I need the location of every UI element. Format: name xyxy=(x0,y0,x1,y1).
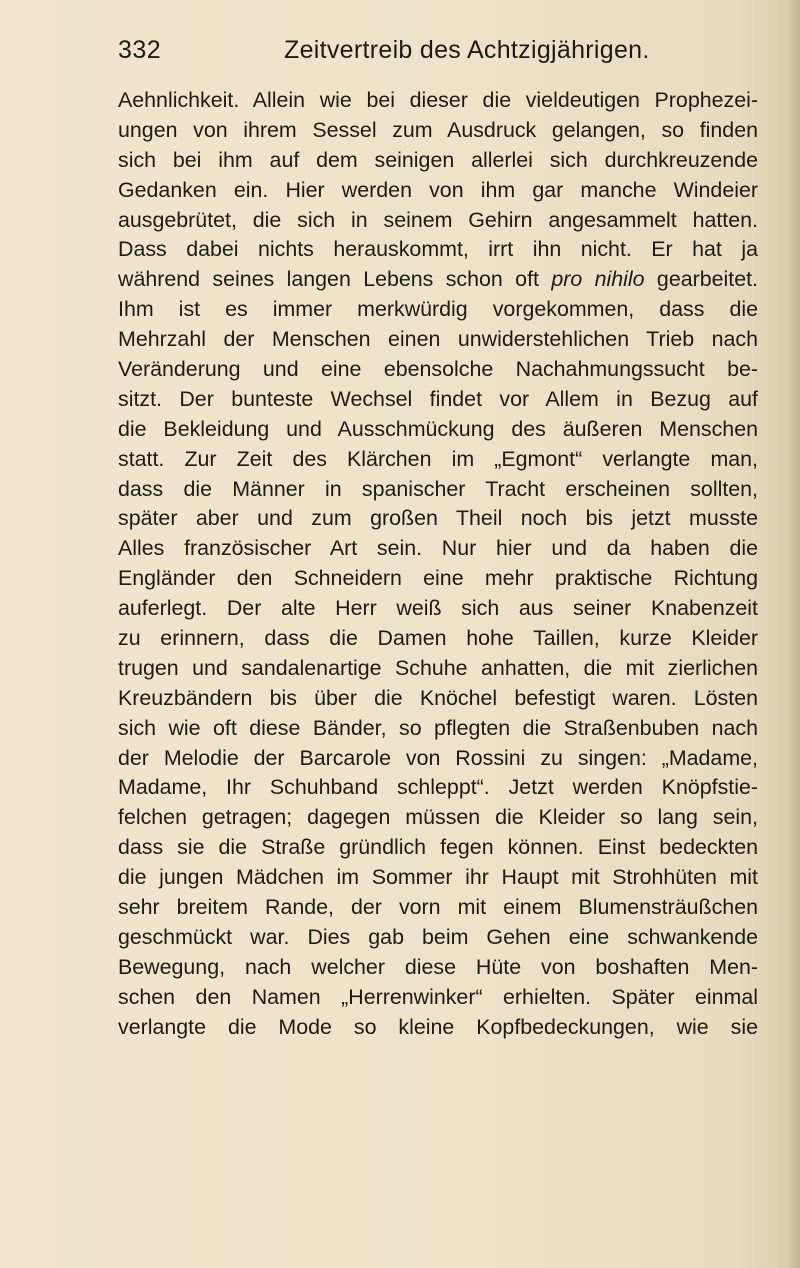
text-line: ausgebrütet, die sich in seinem Gehirn angesammelt hatten. xyxy=(118,207,758,232)
text-line: sich wie oft diese Bänder, so pflegten die Straßenbuben nach xyxy=(118,715,758,740)
running-header xyxy=(118,36,738,76)
text-line: Kreuzbändern bis über die Knöchel befestigt waren. Lösten xyxy=(118,685,758,710)
text-line: zu erinnern, dass die Damen hohe Taillen, kurze Kleider xyxy=(118,626,758,651)
text-line: statt. Zur Zeit des Klärchen im „Egmont“ verlangte man, xyxy=(118,446,758,471)
text-line: sitzt. Der bunteste Wechsel findet vor Allem in Bezug auf xyxy=(118,386,758,411)
page-edge-shadow xyxy=(786,0,800,1268)
text-line: sehr breitem Rande, der vorn mit einem Blumensträußchen xyxy=(118,895,758,920)
text-line: später aber und zum großen Theil noch bis jetzt musste xyxy=(118,506,758,531)
text-line: Mehrzahl der Menschen einen unwiderstehlichen Trieb nach xyxy=(118,327,758,352)
text-line: Engländer den Schneidern eine mehr praktische Richtung xyxy=(118,566,758,591)
text-line: geschmückt war. Dies gab beim Gehen eine schwankende xyxy=(118,924,758,949)
page-number: 332 xyxy=(118,36,162,64)
text-line: verlangte die Mode so kleine Kopfbedeckungen, wie sie xyxy=(118,1014,758,1039)
text-line: die jungen Mädchen im Sommer ihr Haupt mit Strohhüten mit xyxy=(118,865,758,890)
text-line: Aehnlichkeit. Allein wie bei dieser die vieldeutigen Prophezei- xyxy=(118,88,758,112)
text-line: der Melodie der Barcarole von Rossini zu singen: „Madame, xyxy=(118,745,758,770)
text-line: Veränderung und eine ebensolche Nachahmungssucht be- xyxy=(118,357,758,382)
body-text xyxy=(118,86,758,1043)
text-line: Dass dabei nichts herauskommt, irrt ihn nicht. Er hat ja xyxy=(118,237,758,262)
text-line: trugen und sandalenartige Schuhe anhatten, die mit zierlichen xyxy=(118,655,758,680)
running-title: Zeitvertreib des Achtzigjährigen. xyxy=(284,36,650,64)
text-line: schen den Namen „Herrenwinker“ erhielten. Später einmal xyxy=(118,984,758,1009)
text-line: dass die Männer in spanischer Tracht erscheinen sollten, xyxy=(118,476,758,501)
text-line-with-italic xyxy=(118,265,758,295)
text-line: Ihm ist es immer merkwürdig vorgekommen, dass die xyxy=(118,297,758,322)
text-line: Alles französischer Art sein. Nur hier und da haben die xyxy=(118,536,758,561)
text-line: auferlegt. Der alte Herr weiß sich aus seiner Knabenzeit xyxy=(118,596,758,621)
text-line: felchen getragen; dagegen müssen die Kleider so lang sein, xyxy=(118,805,758,830)
italic-phrase: pro nihilo xyxy=(551,267,645,292)
text-line: dass sie die Straße gründlich fegen können. Einst bedeckten xyxy=(118,835,758,860)
text-segment: während seines langen Lebens schon oft xyxy=(118,267,552,292)
text-line: ungen von ihrem Sessel zum Ausdruck gelangen, so finden xyxy=(118,117,758,142)
text-segment: gearbeitet. xyxy=(644,267,758,292)
text-line: Madame, Ihr Schuhband schleppt“. Jetzt werden Knöpfstie- xyxy=(118,775,758,800)
text-line: sich bei ihm auf dem seinigen allerlei sich durchkreuzende xyxy=(118,147,758,172)
text-line: die Bekleidung und Ausschmückung des äußeren Menschen xyxy=(118,416,758,441)
text-line: Gedanken ein. Hier werden von ihm gar manche Windeier xyxy=(118,177,758,202)
text-line: Bewegung, nach welcher diese Hüte von boshaften Men- xyxy=(118,954,758,979)
